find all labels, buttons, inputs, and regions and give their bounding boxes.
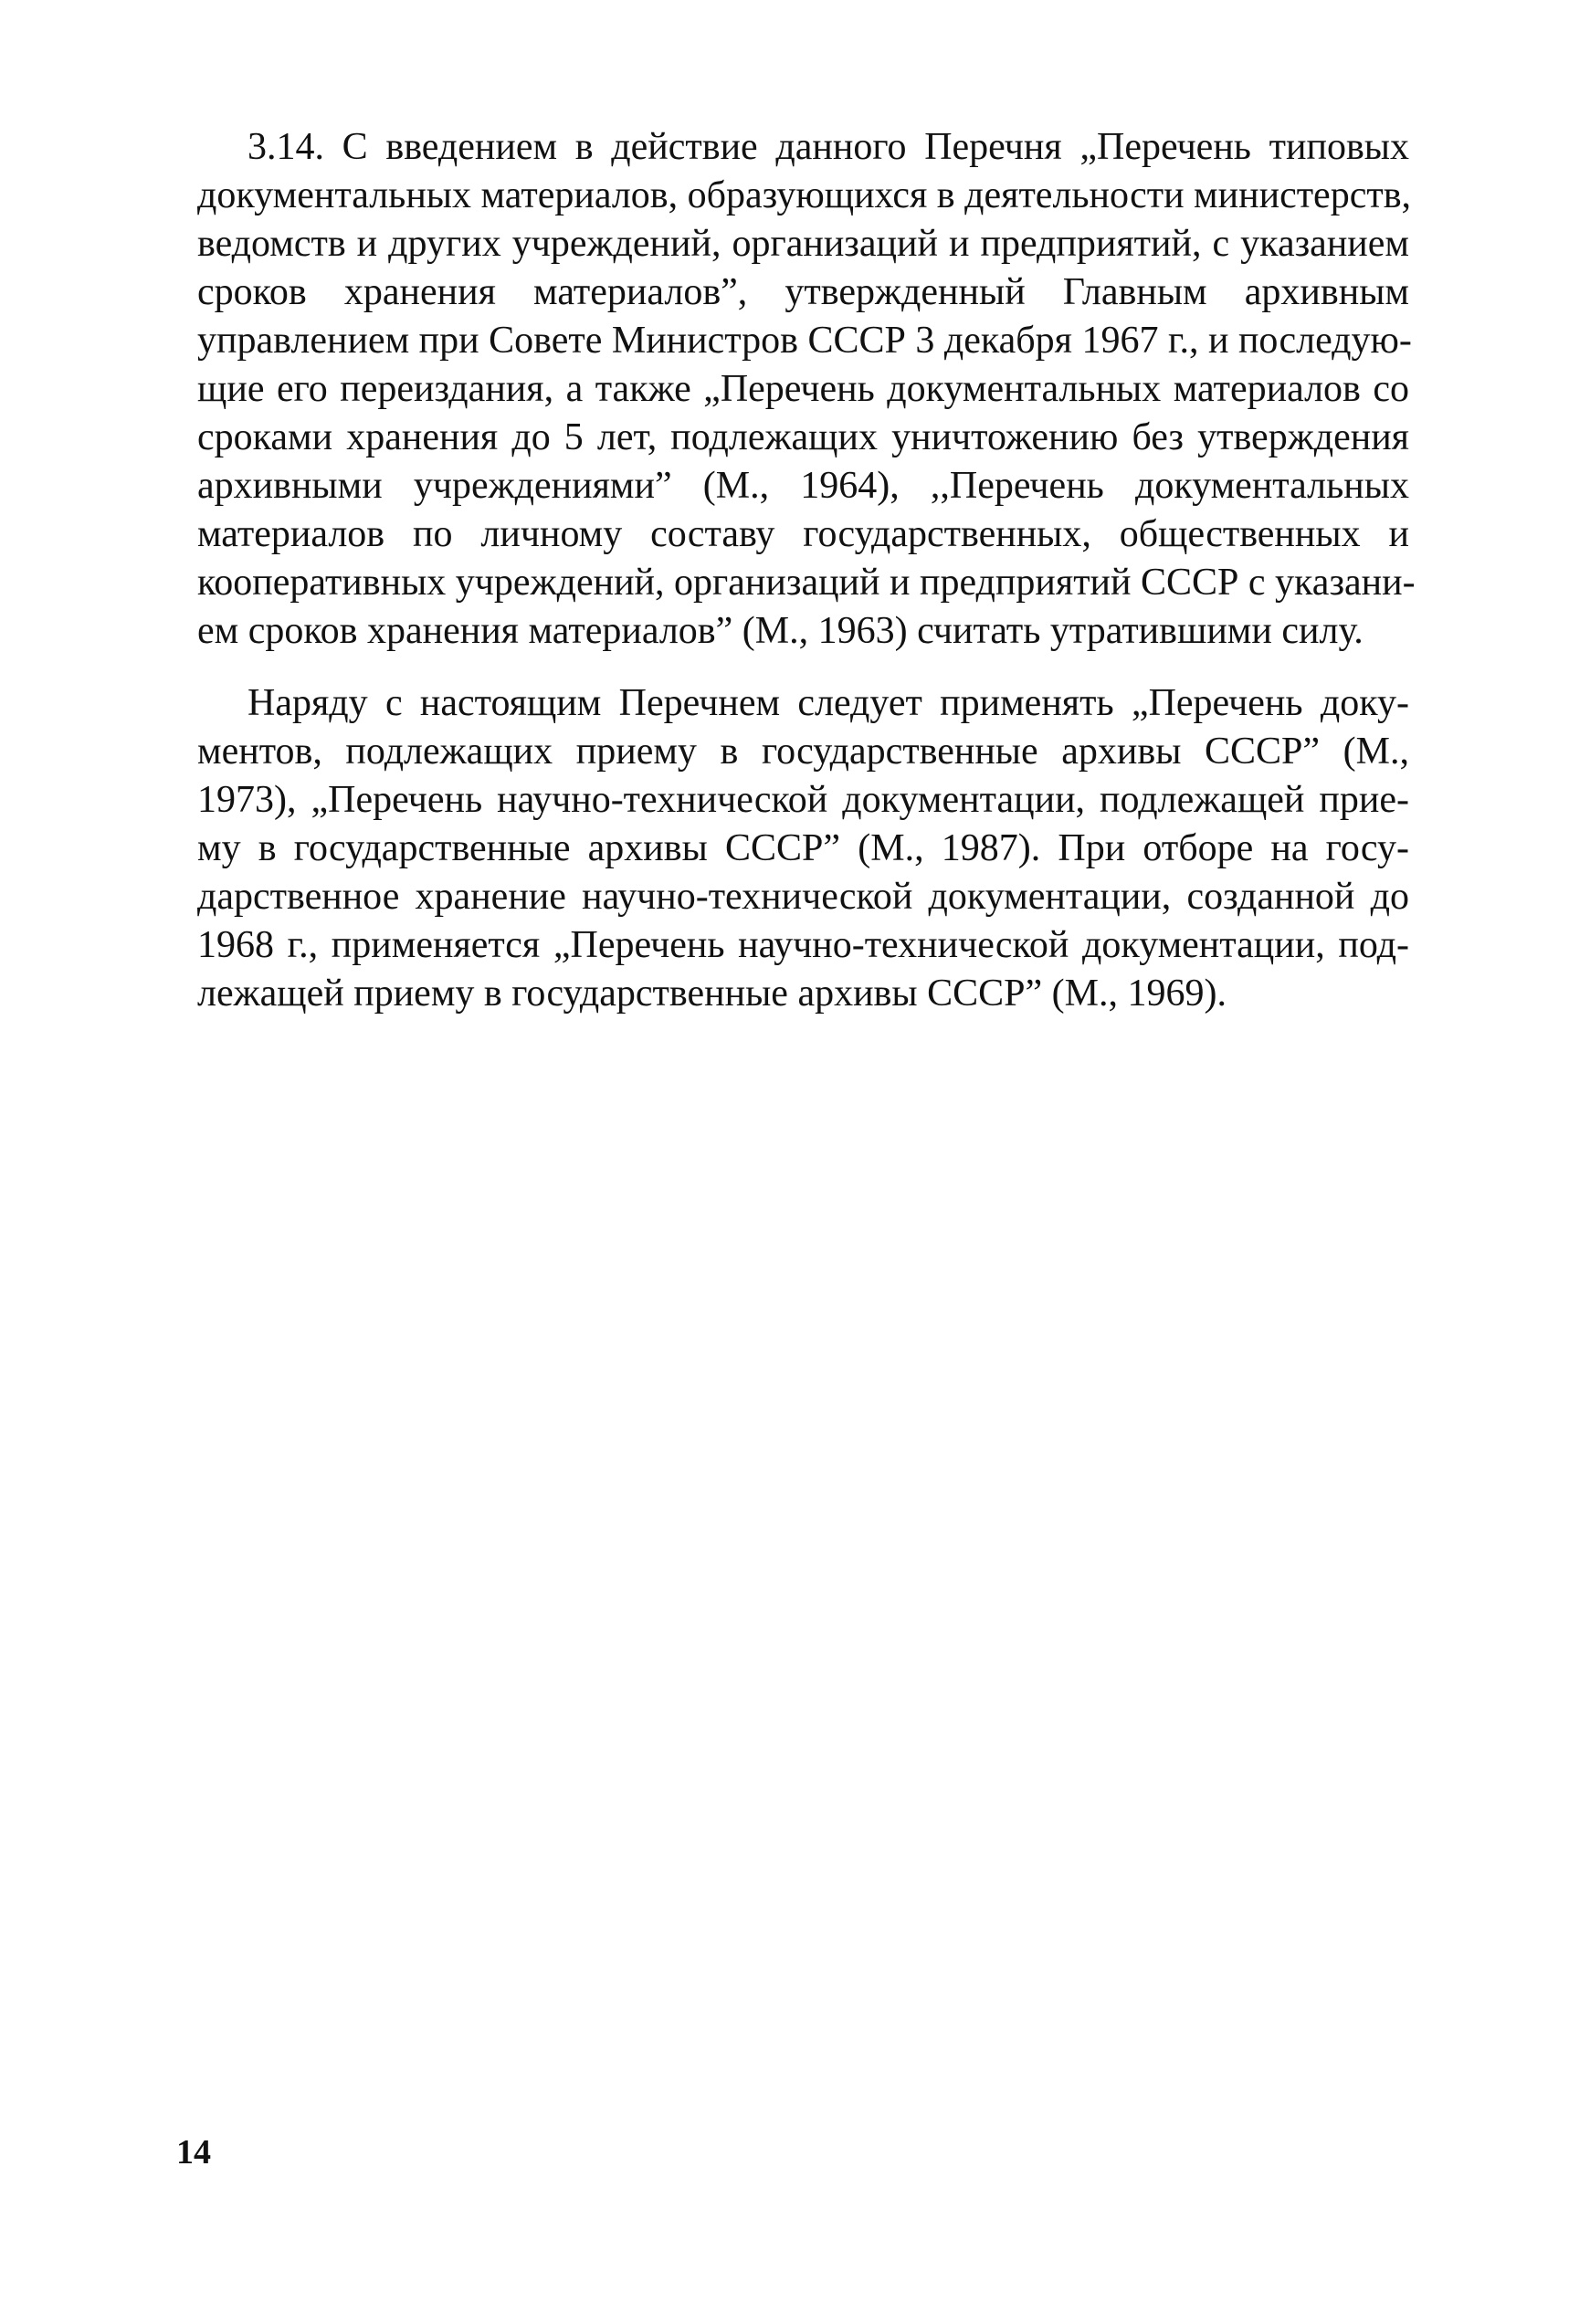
- text-line: дарственное хранение научно-технической документации, созданной до: [197, 876, 1409, 918]
- text-line: ментов, подлежащих приему в государственные архивы СССР” (М.,: [197, 731, 1409, 773]
- text-line: управлением при Совете Министров СССР 3 декабря 1967 г., и последую-: [197, 320, 1412, 362]
- page-number: 14: [176, 2133, 211, 2172]
- paragraph-2: [197, 679, 1409, 1018]
- text-line: материалов по личному составу государственных, общественных и: [197, 513, 1409, 555]
- text-line: ведомств и других учреждений, организаций и предприятий, с указанием: [197, 223, 1409, 265]
- text-line: кооперативных учреждений, организаций и предприятий СССР с указани-: [197, 562, 1416, 604]
- text-line: щие его переиздания, а также „Перечень документальных материалов со: [197, 368, 1409, 410]
- text-line: Наряду с настоящим Перечнем следует применять „Перечень доку-: [247, 682, 1409, 724]
- text-line: 1973), „Перечень научно-технической документации, подлежащей прие-: [197, 779, 1409, 821]
- text-line: архивными учреждениями” (М., 1964), ,,Перечень документальных: [197, 465, 1409, 507]
- text-line: ем сроков хранения материалов” (М., 1963) считать утратившими силу.: [197, 610, 1364, 652]
- text-line: 1968 г., применяется „Перечень научно-технической документации, под-: [197, 924, 1409, 966]
- text-line: сроков хранения материалов”, утвержденный Главным архивным: [197, 271, 1409, 313]
- text-line: му в государственные архивы СССР” (М., 1987). При отборе на госу-: [197, 827, 1409, 869]
- text-line: 3.14. С введением в действие данного Перечня „Перечень типовых: [247, 126, 1409, 168]
- text-line: документальных материалов, образующихся в деятельности министерств,: [197, 174, 1412, 216]
- paragraph-1: [197, 123, 1416, 656]
- body-text: [197, 123, 1416, 1018]
- text-line: лежащей приему в государственные архивы СССР” (М., 1969).: [197, 973, 1227, 1015]
- text-line: сроками хранения до 5 лет, подлежащих уничтожению без утверждения: [197, 416, 1409, 458]
- paragraph-spacer: [197, 656, 1409, 679]
